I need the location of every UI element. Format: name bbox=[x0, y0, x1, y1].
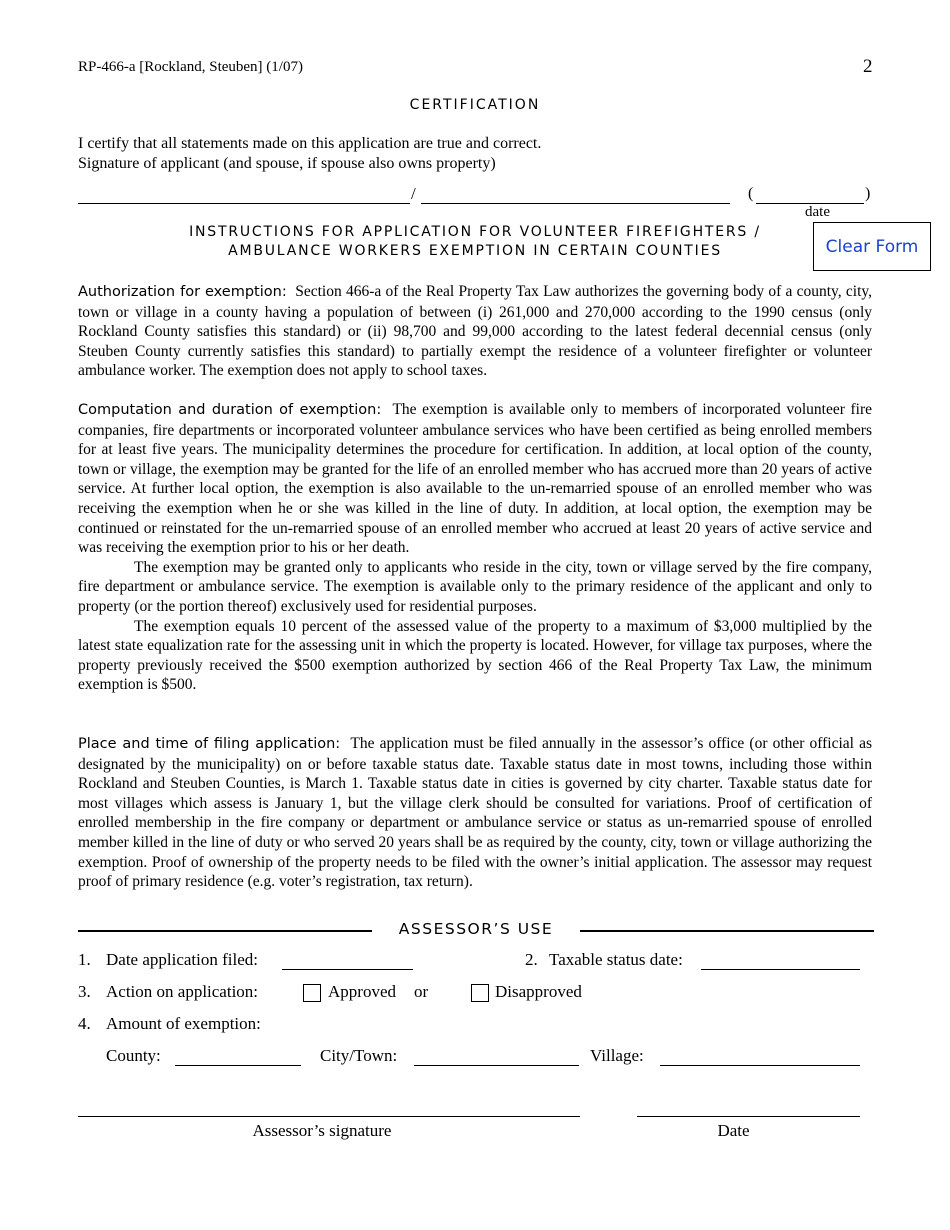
citytown-amount-field[interactable] bbox=[414, 1064, 579, 1066]
computation-paragraph-2: The exemption may be granted only to applicants who reside in the city, town or village served by the fire company, fire department or ambulance service. The exemption is available only to the primary residence of the applicant and only to property (or the portion thereof) exclusively used for residential purposes. bbox=[78, 558, 872, 615]
filing-heading: Place and time of filing application: bbox=[78, 736, 341, 752]
taxable-status-field[interactable] bbox=[701, 968, 860, 970]
filing-section bbox=[78, 734, 872, 892]
action-label: Action on application: bbox=[106, 982, 259, 1001]
authorization-heading: Authorization for exemption: bbox=[78, 284, 287, 300]
disapproved-checkbox[interactable] bbox=[471, 984, 489, 1002]
county-label: County: bbox=[106, 1046, 161, 1065]
assessor-date-field[interactable] bbox=[637, 1116, 860, 1118]
assessor-signature-field[interactable] bbox=[78, 1116, 580, 1118]
date-open-paren: ( bbox=[748, 185, 754, 202]
spouse-signature-field[interactable] bbox=[421, 202, 730, 204]
page-number: 2 bbox=[863, 56, 873, 77]
village-label: Village: bbox=[590, 1046, 644, 1065]
assessor-use-title: ASSESSOR’S USE bbox=[373, 920, 579, 938]
county-amount-field[interactable] bbox=[175, 1064, 301, 1066]
applicant-signature-row bbox=[78, 184, 872, 206]
certification-statement: I certify that all statements made on this application are true and correct. bbox=[78, 135, 542, 152]
computation-heading: Computation and duration of exemption: bbox=[78, 402, 382, 418]
computation-paragraph-3: The exemption equals 10 percent of the assessed value of the property to a maximum of $3,000 multiplied by the latest state equalization rate for the assessing unit in which the property is located. However, for village tax purposes, where the property previously received the $500 exemption authorized by section 466 of the Real Property Tax Law, the minimum exemption is $500. bbox=[78, 617, 872, 694]
amount-label: Amount of exemption: bbox=[106, 1014, 261, 1033]
date-close-paren: ) bbox=[865, 185, 871, 202]
applicant-signature-field[interactable] bbox=[78, 202, 410, 204]
date-label: date bbox=[805, 204, 830, 220]
village-amount-field[interactable] bbox=[660, 1064, 860, 1066]
item-2-number: 2. bbox=[525, 950, 538, 969]
computation-text: The exemption is available only to members of incorporated volunteer fire companies, fire departments or incorporated volunteer ambulance services who have been certified as being enrolled members for at least five years. The municipality determines the procedure for certification. In addition, at local option of the county, town or village, the exemption may be granted for the life of an enrolled member who has accrued more than 20 years of active service. At further local option, the exemption is also available to the un-remarried spouse of an enrolled member who was receiving the exemption when he or she was killed in the line of duty. In addition, at local option, the exemption may be continued or reinstated for the un-remarried spouse of an enrolled member who accrued at least 20 years of active service and was receiving the exemption prior to his or her death. bbox=[78, 401, 873, 557]
or-label: or bbox=[414, 982, 429, 1001]
citytown-label: City/Town: bbox=[320, 1046, 398, 1065]
instructions-title bbox=[150, 223, 800, 261]
clear-form-button[interactable]: Clear Form bbox=[813, 222, 931, 271]
approved-checkbox[interactable] bbox=[303, 984, 321, 1002]
computation-section bbox=[78, 400, 872, 695]
item-1-number: 1. bbox=[78, 950, 91, 969]
item-3-number: 3. bbox=[78, 982, 91, 1001]
signature-separator: / bbox=[411, 184, 416, 203]
approved-label: Approved bbox=[328, 982, 396, 1001]
certification-title: CERTIFICATION bbox=[409, 97, 541, 113]
authorization-section bbox=[78, 282, 872, 381]
form-id: RP-466-a [Rockland, Steuben] (1/07) bbox=[78, 59, 303, 75]
authorization-text: Section 466-a of the Real Property Tax Law authorizes the governing body of a county, city, town or village in a county having a population of between (i) 261,000 and 270,000 according to the 1990 census (only Rockland County satisfies this standard) or (ii) 98,700 and 99,000 according to the latest federal decennial census (only Steuben County currently satisfies this standard) to partially exempt the residence of a volunteer firefighter or volunteer ambulance worker. The exemption does not apply to school taxes. bbox=[78, 283, 873, 380]
signature-instruction: Signature of applicant (and spouse, if spouse also owns property) bbox=[78, 155, 496, 172]
assessor-signature-caption: Assessor’s signature bbox=[252, 1121, 392, 1140]
instructions-title-line2: AMBULANCE WORKERS EXEMPTION IN CERTAIN COUNTIES bbox=[228, 243, 722, 259]
instructions-title-line1: INSTRUCTIONS FOR APPLICATION FOR VOLUNTEER FIREFIGHTERS / bbox=[189, 224, 761, 240]
assessor-rule-right bbox=[580, 930, 874, 933]
date-filed-field[interactable] bbox=[282, 968, 413, 970]
taxable-status-label: Taxable status date: bbox=[549, 950, 683, 969]
filing-text: The application must be filed annually in the assessor’s office (or other official as designated by the municipality) on or before taxable status date. Taxable status date in most towns, including those within Rockland and Steuben Counties, is March 1. Taxable status date in cities is governed by city charter. Taxable status date for most villages which assess is January 1, but the village clerk should be consulted for variations. Proof of certification of enrolled membership in the fire company or department or ambulance service or status as un-remarried spouse of enrolled member killed in the line of duty or who served 20 years shall be as required by the county, city, town or village authorizing the exemption. Proof of ownership of the property needs to be filed with the owner’s initial application. The assessor may request proof of primary residence (e.g. voter’s registration, tax return). bbox=[78, 735, 872, 891]
assessor-date-caption: Date bbox=[717, 1121, 750, 1140]
date-filed-label: Date application filed: bbox=[106, 950, 258, 969]
assessor-rule-left bbox=[78, 930, 372, 933]
disapproved-label: Disapproved bbox=[495, 982, 582, 1001]
item-4-number: 4. bbox=[78, 1014, 91, 1033]
